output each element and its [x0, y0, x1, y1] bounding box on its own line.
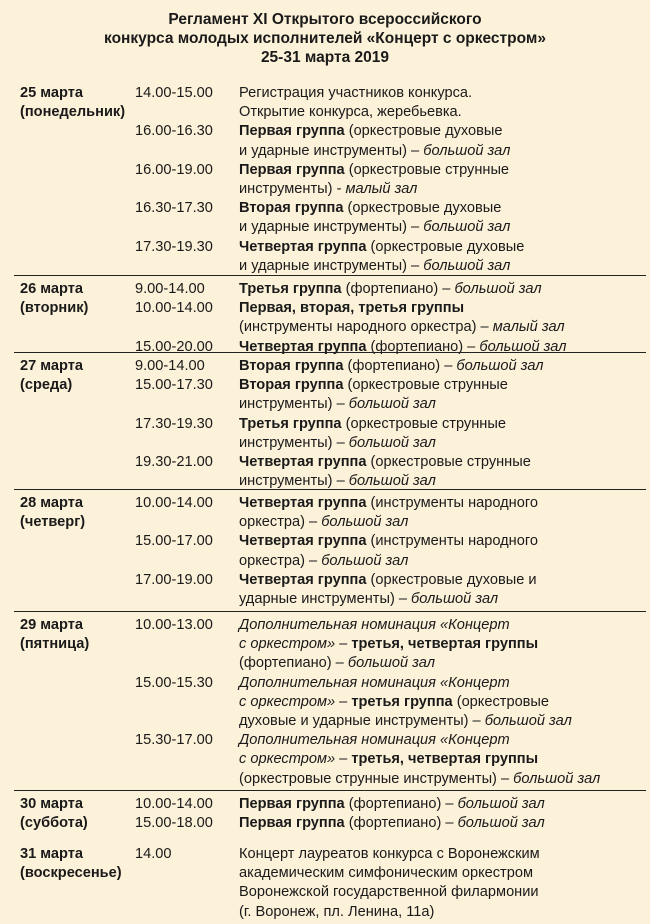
event-text: ударные инструменты) –: [239, 591, 412, 608]
venue-or-nomination: большой зал: [513, 770, 601, 787]
venue-or-nomination: большой зал: [484, 713, 572, 730]
event-line: [239, 654, 646, 673]
event-line: [239, 415, 646, 434]
day-weekday: (четверг): [20, 514, 86, 531]
day-block: [14, 845, 646, 922]
event-line: [239, 357, 646, 376]
event-description: [239, 199, 646, 237]
event-line: [239, 142, 646, 161]
event-line: [239, 280, 646, 299]
event-description: [239, 453, 646, 491]
day-block: [14, 84, 646, 276]
event-description: [239, 814, 646, 833]
event-line: [239, 674, 646, 693]
day-date: 25 марта: [20, 85, 83, 101]
event-line: [239, 395, 646, 414]
event-text: (инструменты народного оркестра) –: [239, 319, 493, 336]
event-line: [239, 845, 646, 864]
venue-or-nomination: Дополнительная номинация «Концерт: [239, 617, 510, 633]
schedule-row: [14, 199, 646, 237]
event-description: [239, 84, 646, 122]
event-line: [239, 864, 646, 883]
event-text: и ударные инструменты) –: [239, 219, 424, 236]
event-text: (оркестровые струнные инструменты) –: [239, 770, 514, 787]
group-name: Вторая группа: [239, 377, 344, 394]
group-name: третья группа: [351, 693, 453, 710]
event-line: [239, 903, 646, 922]
group-name: Вторая группа: [239, 358, 344, 374]
day-divider: [14, 611, 646, 612]
schedule-row: [14, 674, 646, 732]
event-line: [239, 180, 646, 199]
event-line: [239, 161, 646, 180]
time-range: 17.30-19.30: [135, 415, 213, 432]
venue-or-nomination: большой зал: [456, 358, 544, 374]
time-range: 15.30-17.00: [135, 732, 213, 749]
event-text: академическим симфоническим оркестром: [239, 865, 533, 882]
event-line: [239, 218, 646, 237]
day-block: [14, 357, 646, 491]
event-line: [239, 616, 646, 635]
time-range: 9.00-14.00: [135, 281, 205, 297]
group-name: Первая группа: [239, 815, 345, 832]
venue-or-nomination: большой зал: [479, 338, 567, 355]
event-description: [239, 338, 646, 357]
time-range: 10.00-13.00: [135, 617, 213, 633]
group-name: Четвертая группа: [239, 338, 367, 355]
group-name: Четвертая группа: [239, 495, 367, 511]
event-description: [239, 532, 646, 570]
time-range: 14.00-15.00: [135, 85, 213, 101]
venue-or-nomination: Дополнительная номинация «Концерт: [239, 732, 510, 749]
day-divider: [14, 489, 646, 490]
day-block: [14, 494, 646, 609]
venue-or-nomination: большой зал: [348, 396, 436, 413]
event-description: [239, 674, 646, 732]
group-name: третья, четвертая группы: [351, 636, 539, 653]
venue-or-nomination: большой зал: [423, 257, 511, 274]
event-text: инструменты) –: [239, 473, 349, 490]
time-range: 9.00-14.00: [135, 358, 205, 374]
event-line: [239, 693, 646, 712]
time-range: 15.00-20.00: [135, 338, 213, 355]
schedule-row: [14, 453, 646, 491]
event-text: оркестра) –: [239, 552, 322, 569]
event-description: [239, 280, 646, 299]
day-date: 30 марта: [20, 796, 83, 812]
venue-or-nomination: большой зал: [457, 796, 545, 812]
schedule-row: [14, 280, 646, 299]
venue-or-nomination: большой зал: [423, 142, 511, 159]
group-name: третья, четвертая группы: [351, 751, 539, 768]
event-text: (оркестровые струнные: [366, 454, 531, 471]
title-line-1: Регламент XI Открытого всероссийского: [168, 11, 482, 28]
schedule-row: [14, 532, 646, 570]
venue-or-nomination: большой зал: [454, 281, 542, 297]
event-text: и ударные инструменты) –: [239, 142, 424, 159]
venue-or-nomination: с оркестром»: [239, 751, 336, 768]
day-divider: [14, 352, 646, 353]
event-description: [239, 494, 646, 532]
venue-or-nomination: большой зал: [348, 473, 436, 490]
group-name: Первая группа: [239, 123, 345, 140]
time-range: 14.00: [135, 846, 172, 862]
event-text: (оркестровые духовые и: [366, 571, 537, 588]
venue-or-nomination: большой зал: [348, 434, 436, 451]
event-line: [239, 532, 646, 551]
schedule-row: [14, 238, 646, 276]
schedule-row: [14, 616, 646, 674]
event-line: [239, 84, 646, 103]
day-weekday: (вторник): [20, 300, 89, 317]
event-line: [239, 453, 646, 472]
document-title: [0, 0, 650, 67]
day-block: [14, 280, 646, 357]
event-line: [239, 571, 646, 590]
schedule-row: [14, 122, 646, 160]
day-weekday: (воскресенье): [20, 865, 122, 882]
venue-or-nomination: Дополнительная номинация «Концерт: [239, 674, 510, 691]
event-line: [239, 590, 646, 609]
schedule-row: [14, 161, 646, 199]
event-line: [239, 814, 646, 833]
event-description: [239, 161, 646, 199]
schedule-row: [14, 415, 646, 453]
event-line: [239, 199, 646, 218]
day-date: 31 марта: [20, 846, 83, 862]
event-text: –: [335, 751, 352, 768]
schedule-row: [14, 299, 646, 337]
schedule-row: [14, 84, 646, 122]
event-description: [239, 845, 646, 922]
event-text: и ударные инструменты) –: [239, 257, 424, 274]
group-name: Четвертая группа: [239, 571, 367, 588]
event-line: [239, 103, 646, 122]
schedule-row: [14, 338, 646, 357]
day-block: [14, 616, 646, 789]
time-range: 15.00-17.00: [135, 533, 213, 550]
event-line: [239, 318, 646, 337]
event-text: (оркестровые струнные: [344, 161, 510, 178]
venue-or-nomination: большой зал: [423, 219, 511, 236]
day-weekday: (суббота): [20, 815, 88, 832]
day-date: 27 марта: [20, 358, 83, 374]
event-description: [239, 571, 646, 609]
event-description: [239, 795, 646, 814]
event-text: (оркестровые: [452, 693, 550, 710]
event-line: [239, 434, 646, 453]
event-text: (инструменты народного: [366, 533, 538, 550]
group-name: Четвертая группа: [239, 238, 367, 255]
event-text: (оркестровые струнные: [343, 377, 508, 394]
venue-or-nomination: малый зал: [345, 181, 418, 198]
schedule-row: [14, 814, 646, 833]
venue-or-nomination: с оркестром»: [239, 636, 336, 653]
event-line: [239, 635, 646, 654]
day-block: [14, 795, 646, 833]
event-text: Открытие конкурса, жеребьевка.: [239, 104, 462, 121]
venue-or-nomination: малый зал: [492, 319, 565, 336]
event-description: [239, 415, 646, 453]
schedule-row: [14, 494, 646, 532]
time-range: 15.00-17.30: [135, 377, 213, 394]
event-line: [239, 238, 646, 257]
group-name: Третья группа: [239, 415, 342, 432]
title-line-2: конкурса молодых исполнителей «Концерт с оркестром»: [104, 30, 546, 47]
schedule-row: [14, 731, 646, 789]
event-text: (фортепиано) –: [344, 796, 458, 812]
event-text: (фортепиано) –: [341, 281, 455, 297]
group-name: Третья группа: [239, 281, 342, 297]
event-line: [239, 513, 646, 532]
event-text: (инструменты народного: [366, 495, 538, 511]
day-divider: [14, 790, 646, 791]
time-range: 17.00-19.00: [135, 571, 213, 588]
schedule-row: [14, 571, 646, 609]
group-name: Первая группа: [239, 796, 345, 812]
event-description: [239, 122, 646, 160]
event-text: –: [335, 636, 352, 653]
day-date: 29 марта: [20, 617, 83, 633]
event-description: [239, 376, 646, 414]
event-text: (фортепиано) –: [344, 815, 458, 832]
venue-or-nomination: большой зал: [457, 815, 545, 832]
event-line: [239, 795, 646, 814]
event-description: [239, 299, 646, 337]
group-name: Первая, вторая, третья группы: [239, 300, 465, 317]
event-text: Воронежской государственной филармонии: [239, 884, 539, 901]
schedule-row: [14, 357, 646, 376]
venue-or-nomination: большой зал: [321, 552, 409, 569]
event-line: [239, 299, 646, 318]
day-weekday: (среда): [20, 377, 73, 394]
title-line-3: 25-31 марта 2019: [260, 49, 390, 66]
time-range: 10.00-14.00: [135, 796, 213, 812]
schedule-row: [14, 795, 646, 814]
event-text: –: [335, 693, 352, 710]
time-range: 16.00-19.00: [135, 161, 213, 178]
event-text: Концерт лауреатов конкурса с Воронежским: [239, 846, 540, 862]
event-line: [239, 712, 646, 731]
time-range: 17.30-19.30: [135, 238, 213, 255]
event-text: (фортепиано) –: [366, 338, 480, 355]
event-text: (г. Воронеж, пл. Ленина, 11а): [239, 903, 435, 920]
time-range: 19.30-21.00: [135, 454, 213, 471]
group-name: Вторая группа: [239, 200, 344, 217]
day-weekday: (понедельник): [20, 104, 126, 121]
event-line: [239, 731, 646, 750]
event-text: инструменты) -: [239, 181, 346, 198]
day-weekday: (пятница): [20, 636, 90, 653]
event-line: [239, 770, 646, 789]
venue-or-nomination: большой зал: [321, 514, 409, 531]
day-date: 26 марта: [20, 281, 83, 297]
time-range: 15.00-15.30: [135, 674, 213, 691]
event-line: [239, 883, 646, 902]
venue-or-nomination: большой зал: [411, 591, 499, 608]
event-text: оркестра) –: [239, 514, 322, 531]
event-text: (фортепиано) –: [239, 655, 348, 672]
venue-or-nomination: с оркестром»: [239, 693, 336, 710]
event-text: духовые и ударные инструменты) –: [239, 713, 485, 730]
schedule-row: [14, 845, 646, 922]
event-line: [239, 750, 646, 769]
event-text: (оркестровые духовые: [343, 200, 502, 217]
time-range: 10.00-14.00: [135, 300, 213, 317]
event-description: [239, 616, 646, 674]
group-name: Четвертая группа: [239, 454, 367, 471]
event-description: [239, 731, 646, 789]
event-line: [239, 494, 646, 513]
event-text: Регистрация участников конкурса.: [239, 85, 473, 101]
event-description: [239, 357, 646, 376]
venue-or-nomination: большой зал: [347, 655, 435, 672]
day-divider: [14, 275, 646, 276]
event-text: (оркестровые духовые: [344, 123, 503, 140]
time-range: 16.30-17.30: [135, 200, 213, 217]
time-range: 16.00-16.30: [135, 123, 213, 140]
event-line: [239, 122, 646, 141]
time-range: 10.00-14.00: [135, 495, 213, 511]
event-text: (фортепиано) –: [343, 358, 457, 374]
event-line: [239, 338, 646, 357]
schedule-row: [14, 376, 646, 414]
event-text: инструменты) –: [239, 396, 349, 413]
group-name: Первая группа: [239, 161, 345, 178]
time-range: 15.00-18.00: [135, 815, 213, 832]
event-line: [239, 552, 646, 571]
event-text: инструменты) –: [239, 434, 349, 451]
day-date: 28 марта: [20, 495, 83, 511]
event-text: (оркестровые духовые: [366, 238, 525, 255]
event-description: [239, 238, 646, 276]
event-line: [239, 376, 646, 395]
group-name: Четвертая группа: [239, 533, 367, 550]
event-line: [239, 257, 646, 276]
event-text: (оркестровые струнные: [341, 415, 506, 432]
